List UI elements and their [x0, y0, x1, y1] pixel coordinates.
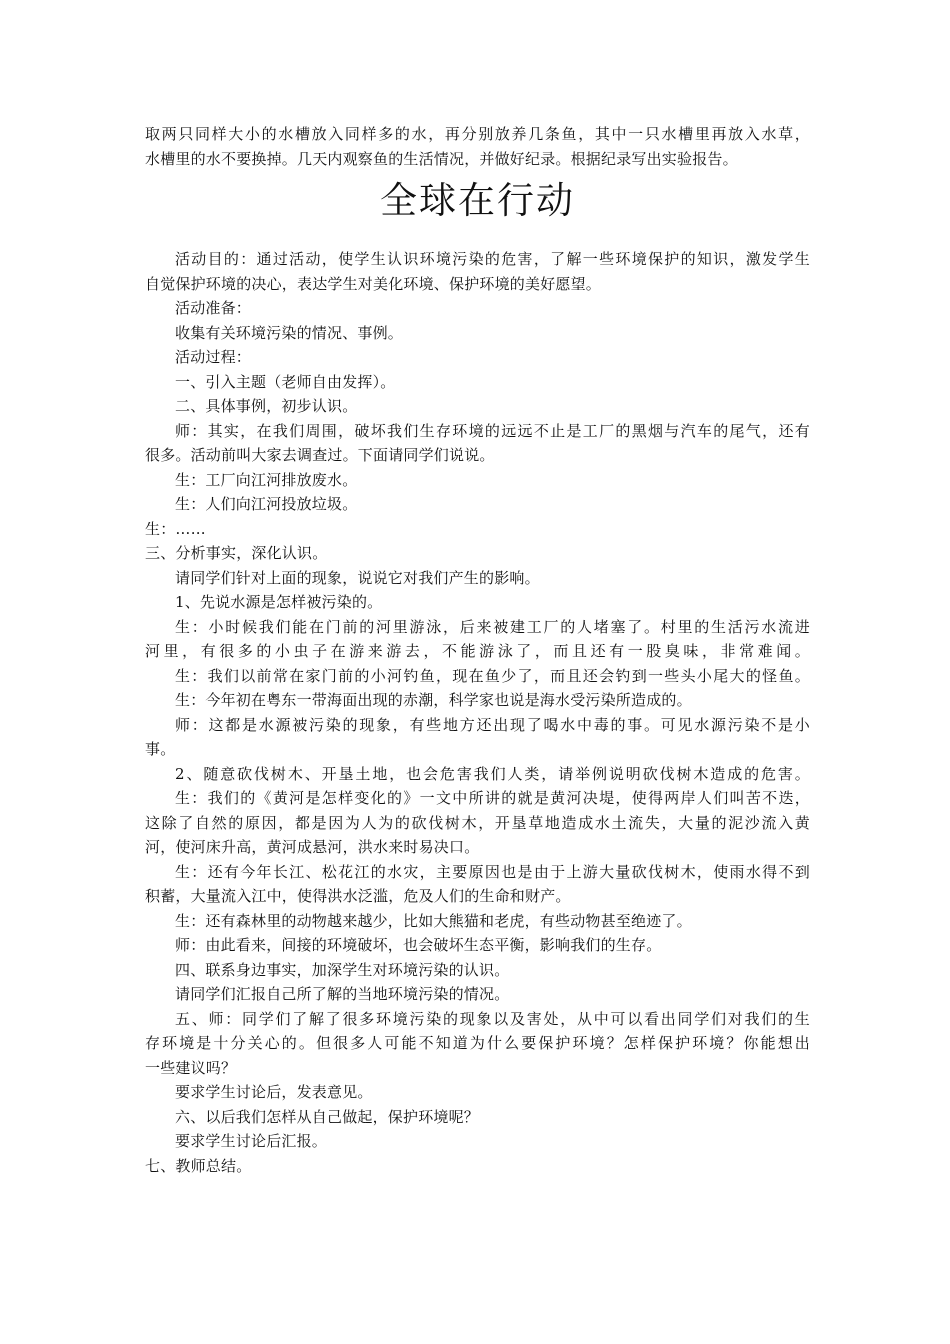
text-line: 很多。活动前叫大家去调查过。下面请同学们说说。	[145, 446, 495, 464]
text-line: 五、师：同学们了解了很多环境污染的现象以及害处，从中可以看出同学们对我们的生	[175, 1009, 810, 1028]
text-line: 生：还有森林里的动物越来越少，比如大熊猫和老虎，有些动物甚至绝迹了。	[175, 911, 692, 930]
document-page	[145, 122, 810, 1178]
text-line: 要求学生讨论后汇报。	[175, 1132, 328, 1150]
text-line: 二、具体事例，初步认识。	[175, 397, 358, 415]
text-line: 师：由此看来，间接的环境破坏，也会破坏生态平衡，影响我们的生存。	[175, 936, 662, 954]
text-line: 师：这都是水源被污染的现象，有些地方还出现了喝水中毒的事。可见水源污染不是小	[175, 715, 810, 734]
text-line: 一些建议吗？	[145, 1058, 237, 1077]
text-line: 要求学生讨论后，发表意见。	[175, 1083, 373, 1101]
text-line: 事。	[145, 740, 176, 758]
text-line: 生：小时候我们能在门前的河里游泳，后来被建工厂的人堵塞了。村里的生活污水流进	[175, 617, 810, 636]
text-line: 河里，有很多的小虫子在游来游去，不能游泳了，而且还有一股臭味，非常难闻。	[145, 642, 810, 660]
text-line: 三、分析事实，深化认识。	[145, 544, 328, 562]
text-line: 请同学们汇报自己所了解的当地环境污染的情况。	[175, 985, 510, 1003]
text-line: 生：我们以前常在家门前的小河钓鱼，现在鱼少了，而且还会钓到一些头小尾大的怪鱼。	[175, 666, 810, 685]
intro-paragraph	[145, 122, 810, 171]
text-line: 生：工厂向江河排放废水。	[175, 470, 358, 489]
text-line: 活动过程：	[175, 348, 252, 366]
text-line: 四、联系身边事实，加深学生对环境污染的认识。	[175, 960, 510, 979]
text-line: 2、随意砍伐树木、开垦土地，也会危害我们人类，请举例说明砍伐树木造成的危害。	[175, 764, 810, 783]
text-line: 这除了自然的原因，都是因为人为的砍伐树木，开垦草地造成水土流失，大量的泥沙流入黄	[145, 813, 810, 832]
text-line: 存环境是十分关心的。但很多人可能不知道为什么要保护环境？怎样保护环境？你能想出	[145, 1034, 810, 1052]
text-line: 生：今年初在粤东一带海面出现的赤潮，科学家也说是海水受污染所造成的。	[175, 691, 692, 709]
text-line: 生：……	[145, 519, 206, 538]
text-line: 请同学们针对上面的现象，说说它对我们产生的影响。	[175, 568, 540, 587]
text-line: 活动目的：通过活动，使学生认识环境污染的危害，了解一些环境保护的知识，激发学生	[175, 250, 810, 268]
text-line: 1、先说水源是怎样被污染的。	[175, 593, 383, 611]
text-line: 师：其实，在我们周围，破坏我们生存环境的远远不止是工厂的黑烟与汽车的尾气，还有	[175, 421, 810, 440]
text-line: 积蓄，大量流入江中，使得洪水泛滥，危及人们的生命和财产。	[145, 887, 571, 905]
text-line: 收集有关环境污染的情况、事例。	[175, 323, 404, 342]
body-text	[145, 247, 810, 1178]
text-line: 生：人们向江河投放垃圾。	[175, 495, 358, 513]
text-line: 河，使河床升高，黄河成悬河，洪水来时易决口。	[145, 838, 480, 856]
text-line: 七、教师总结。	[145, 1156, 252, 1175]
text-line: 生：我们的《黄河是怎样变化的》一文中所讲的就是黄河决堤，使得两岸人们叫苦不迭，	[175, 789, 810, 807]
text-line: 活动准备：	[175, 299, 252, 317]
text-line: 一、引入主题（老师自由发挥）。	[175, 372, 396, 391]
page-title: 全球在行动	[380, 179, 575, 222]
text-line: 水槽里的水不要换掉。几天内观察鱼的生活情况，并做好纪录。根据纪录写出实验报告。	[145, 149, 738, 168]
text-line: 六、以后我们怎样从自己做起，保护环境呢？	[175, 1107, 480, 1126]
text-line: 取两只同样大小的水槽放入同样多的水，再分别放养几条鱼，其中一只水槽里再放入水草，	[145, 125, 810, 143]
text-line: 自觉保护环境的决心，表达学生对美化环境、保护环境的美好愿望。	[145, 274, 602, 293]
text-line: 生：还有今年长江、松花江的水灾，主要原因也是由于上游大量砍伐树木，使雨水得不到	[175, 862, 810, 881]
